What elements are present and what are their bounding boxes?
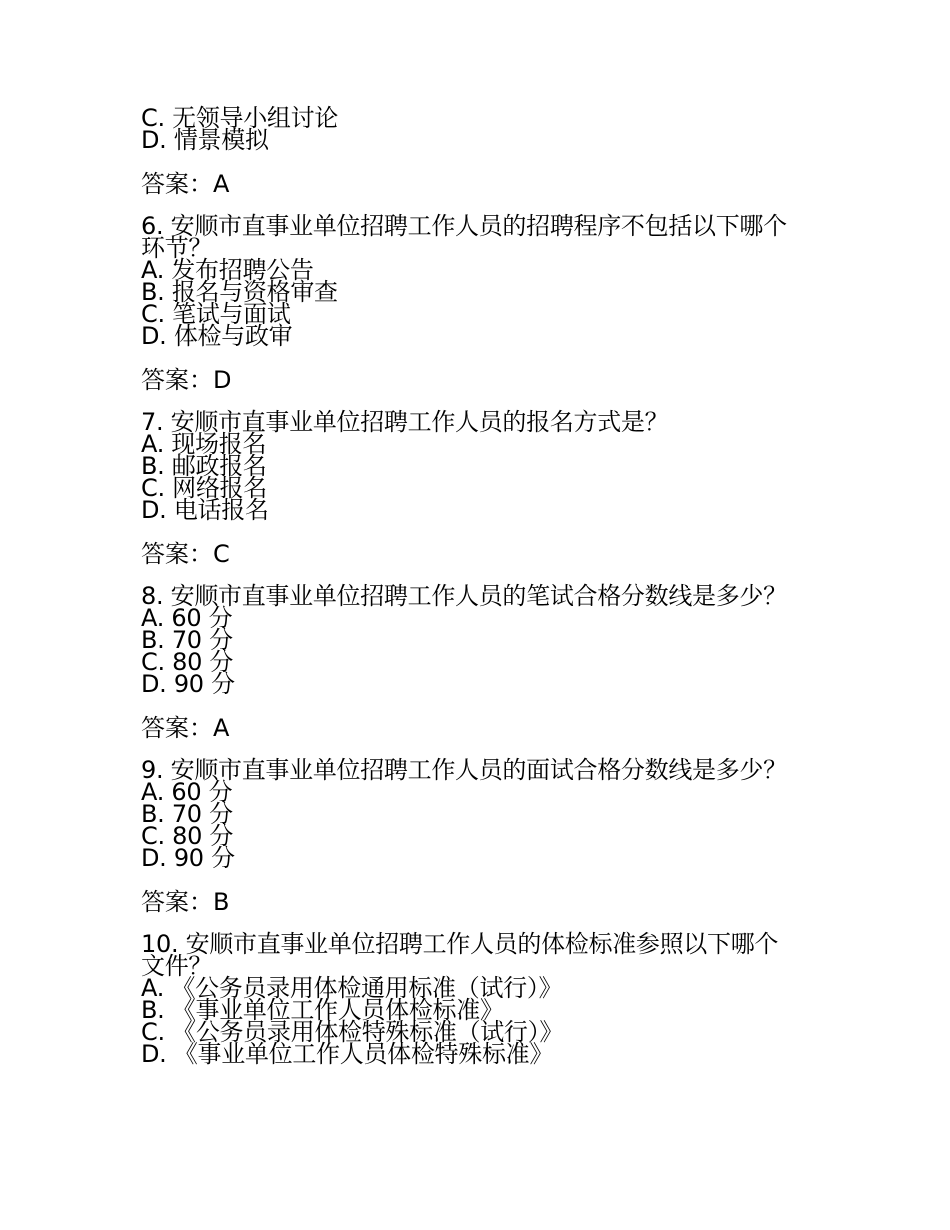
question-5-block	[141, 104, 821, 198]
question-8-block	[141, 582, 821, 742]
option-b: B. 《事业单位工作人员体检标准》	[141, 996, 504, 1024]
option-d: D. 电话报名	[141, 496, 269, 524]
option-d: D. 90 分	[141, 844, 235, 872]
option-a: A. 60 分	[141, 604, 233, 632]
option-d: D. 《事业单位工作人员体检特殊标准》	[141, 1040, 554, 1068]
option-b: B. 70 分	[141, 800, 233, 828]
option-d: D. 情景模拟	[141, 126, 269, 154]
option-b: B. 邮政报名	[141, 452, 267, 480]
option-c: C. 无领导小组讨论	[141, 104, 339, 132]
answer-line: 答案：D	[141, 366, 232, 394]
question-text: 8. 安顺市直事业单位招聘工作人员的笔试合格分数线是多少？	[141, 582, 787, 610]
option-c: C. 笔试与面试	[141, 300, 291, 328]
question-text: 10. 安顺市直事业单位招聘工作人员的体检标准参照以下哪个文件？	[141, 930, 779, 980]
question-text: 7. 安顺市直事业单位招聘工作人员的报名方式是？	[141, 408, 669, 436]
option-c: C. 80 分	[141, 648, 234, 676]
option-b: B. 70 分	[141, 626, 233, 654]
option-a: A. 现场报名	[141, 430, 267, 458]
option-c: C. 网络报名	[141, 474, 267, 502]
quiz-content	[141, 104, 821, 1068]
question-7-block	[141, 408, 821, 568]
option-a: A. 发布招聘公告	[141, 256, 314, 284]
answer-line: 答案：C	[141, 540, 230, 568]
option-d: D. 90 分	[141, 670, 235, 698]
answer-line: 答案：B	[141, 888, 230, 916]
question-6-block	[141, 212, 821, 394]
option-d: D. 体检与政审	[141, 322, 293, 350]
option-b: B. 报名与资格审查	[141, 278, 338, 306]
answer-line: 答案：A	[141, 170, 230, 198]
question-text: 9. 安顺市直事业单位招聘工作人员的面试合格分数线是多少？	[141, 756, 787, 784]
option-c: C. 《公务员录用体检特殊标准（试行）》	[141, 1018, 564, 1046]
option-a: A. 《公务员录用体检通用标准（试行）》	[141, 974, 563, 1002]
question-9-block	[141, 756, 821, 916]
option-a: A. 60 分	[141, 778, 233, 806]
question-text: 6. 安顺市直事业单位招聘工作人员的招聘程序不包括以下哪个环节？	[141, 212, 787, 262]
answer-line: 答案：A	[141, 714, 230, 742]
question-10-block	[141, 930, 821, 1068]
option-c: C. 80 分	[141, 822, 234, 850]
